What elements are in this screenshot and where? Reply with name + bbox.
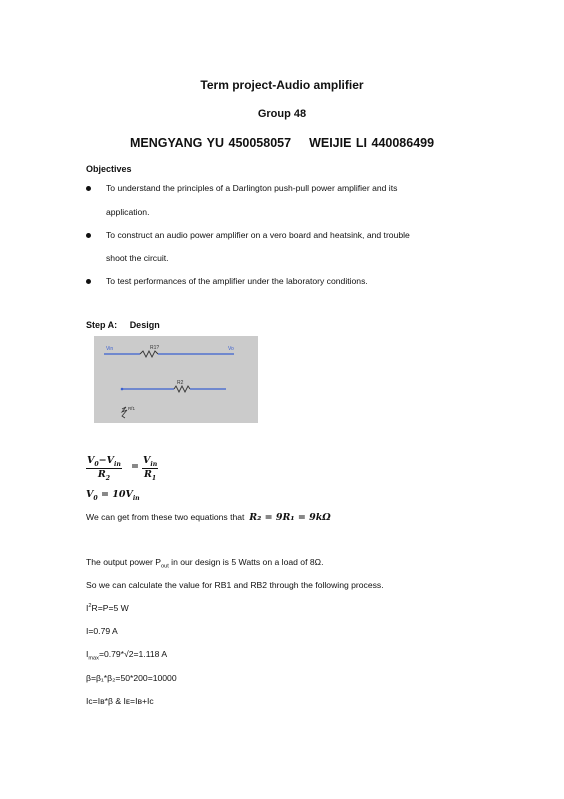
step-a-heading (86, 320, 160, 330)
circuit-diagram (94, 336, 258, 423)
calc-line-1: $I^2R=P=5$ W (86, 603, 129, 613)
equation-1-right-fraction: $V_{in}$ $R_1$ (143, 455, 158, 482)
calc-line-5: Iᴄ=Iʙ*β & Iᴇ=Iʙ+Iᴄ (86, 696, 154, 706)
author-2: WEIJIE LI 440086499 (309, 136, 435, 150)
r2-label: R2 (177, 380, 184, 386)
objective-2-line1: To construct an audio power amplifier on a vero board and heatsink, and trouble (106, 230, 410, 240)
equation-1-left-fraction: $V_0-V_{in}$ $R_2$ (87, 455, 121, 482)
document-title: Term project-Audio amplifier (200, 78, 364, 92)
derivation-text: We can get from these two equations that R₂ = 9R₁ = 9kΩ (86, 512, 331, 523)
step-a-design: Design (129, 320, 160, 330)
resistor-r2-symbol (174, 386, 190, 392)
resistor-rf-symbol (122, 407, 127, 418)
output-power-text: The output power $P_{out}$ in our design is 5 Watts on a load of 8Ω. (86, 557, 324, 570)
objective-3-line1: To test performances of the amplifier under the laboratory conditions. (106, 276, 368, 286)
resistor-r1-symbol (140, 351, 158, 357)
calc-line-3: $I_{max}=0.79*√2=1.118$ A (86, 649, 168, 662)
objective-1-line2: application. (106, 207, 150, 217)
equation-1-equals: = (131, 461, 139, 472)
author-1: MENGYANG YU 450058057 (129, 136, 292, 150)
calc-line-4: β=β₁*β₂=50*200=10000 (86, 673, 177, 683)
circuit-schematic (94, 336, 258, 423)
equation-2: $V_0 = 10V_{in}$ (86, 489, 140, 502)
bullet-icon (86, 279, 91, 284)
calc-line-2: I=0.79 A (86, 626, 118, 636)
rf-label: Rf1 (128, 406, 136, 411)
objective-1-line1: To understand the principles of a Darlington push-pull power amplifier and its (106, 183, 398, 193)
vo-label: Vo (228, 346, 234, 352)
r1-label: R1? (150, 345, 160, 351)
step-a-label: Step A: (86, 320, 118, 330)
authors-line (0, 136, 564, 150)
objective-2-line2: shoot the circuit. (106, 253, 169, 263)
vin-label: Vin (106, 346, 114, 352)
objectives-heading: Objectives (86, 164, 132, 174)
bullet-icon (86, 186, 91, 191)
bullet-icon (86, 233, 91, 238)
calculation-intro: So we can calculate the value for RB1 and RB2 through the following process. (86, 580, 384, 590)
derived-equation: R₂ = 9R₁ = 9kΩ (249, 512, 331, 523)
group-label: Group 48 (257, 108, 307, 120)
